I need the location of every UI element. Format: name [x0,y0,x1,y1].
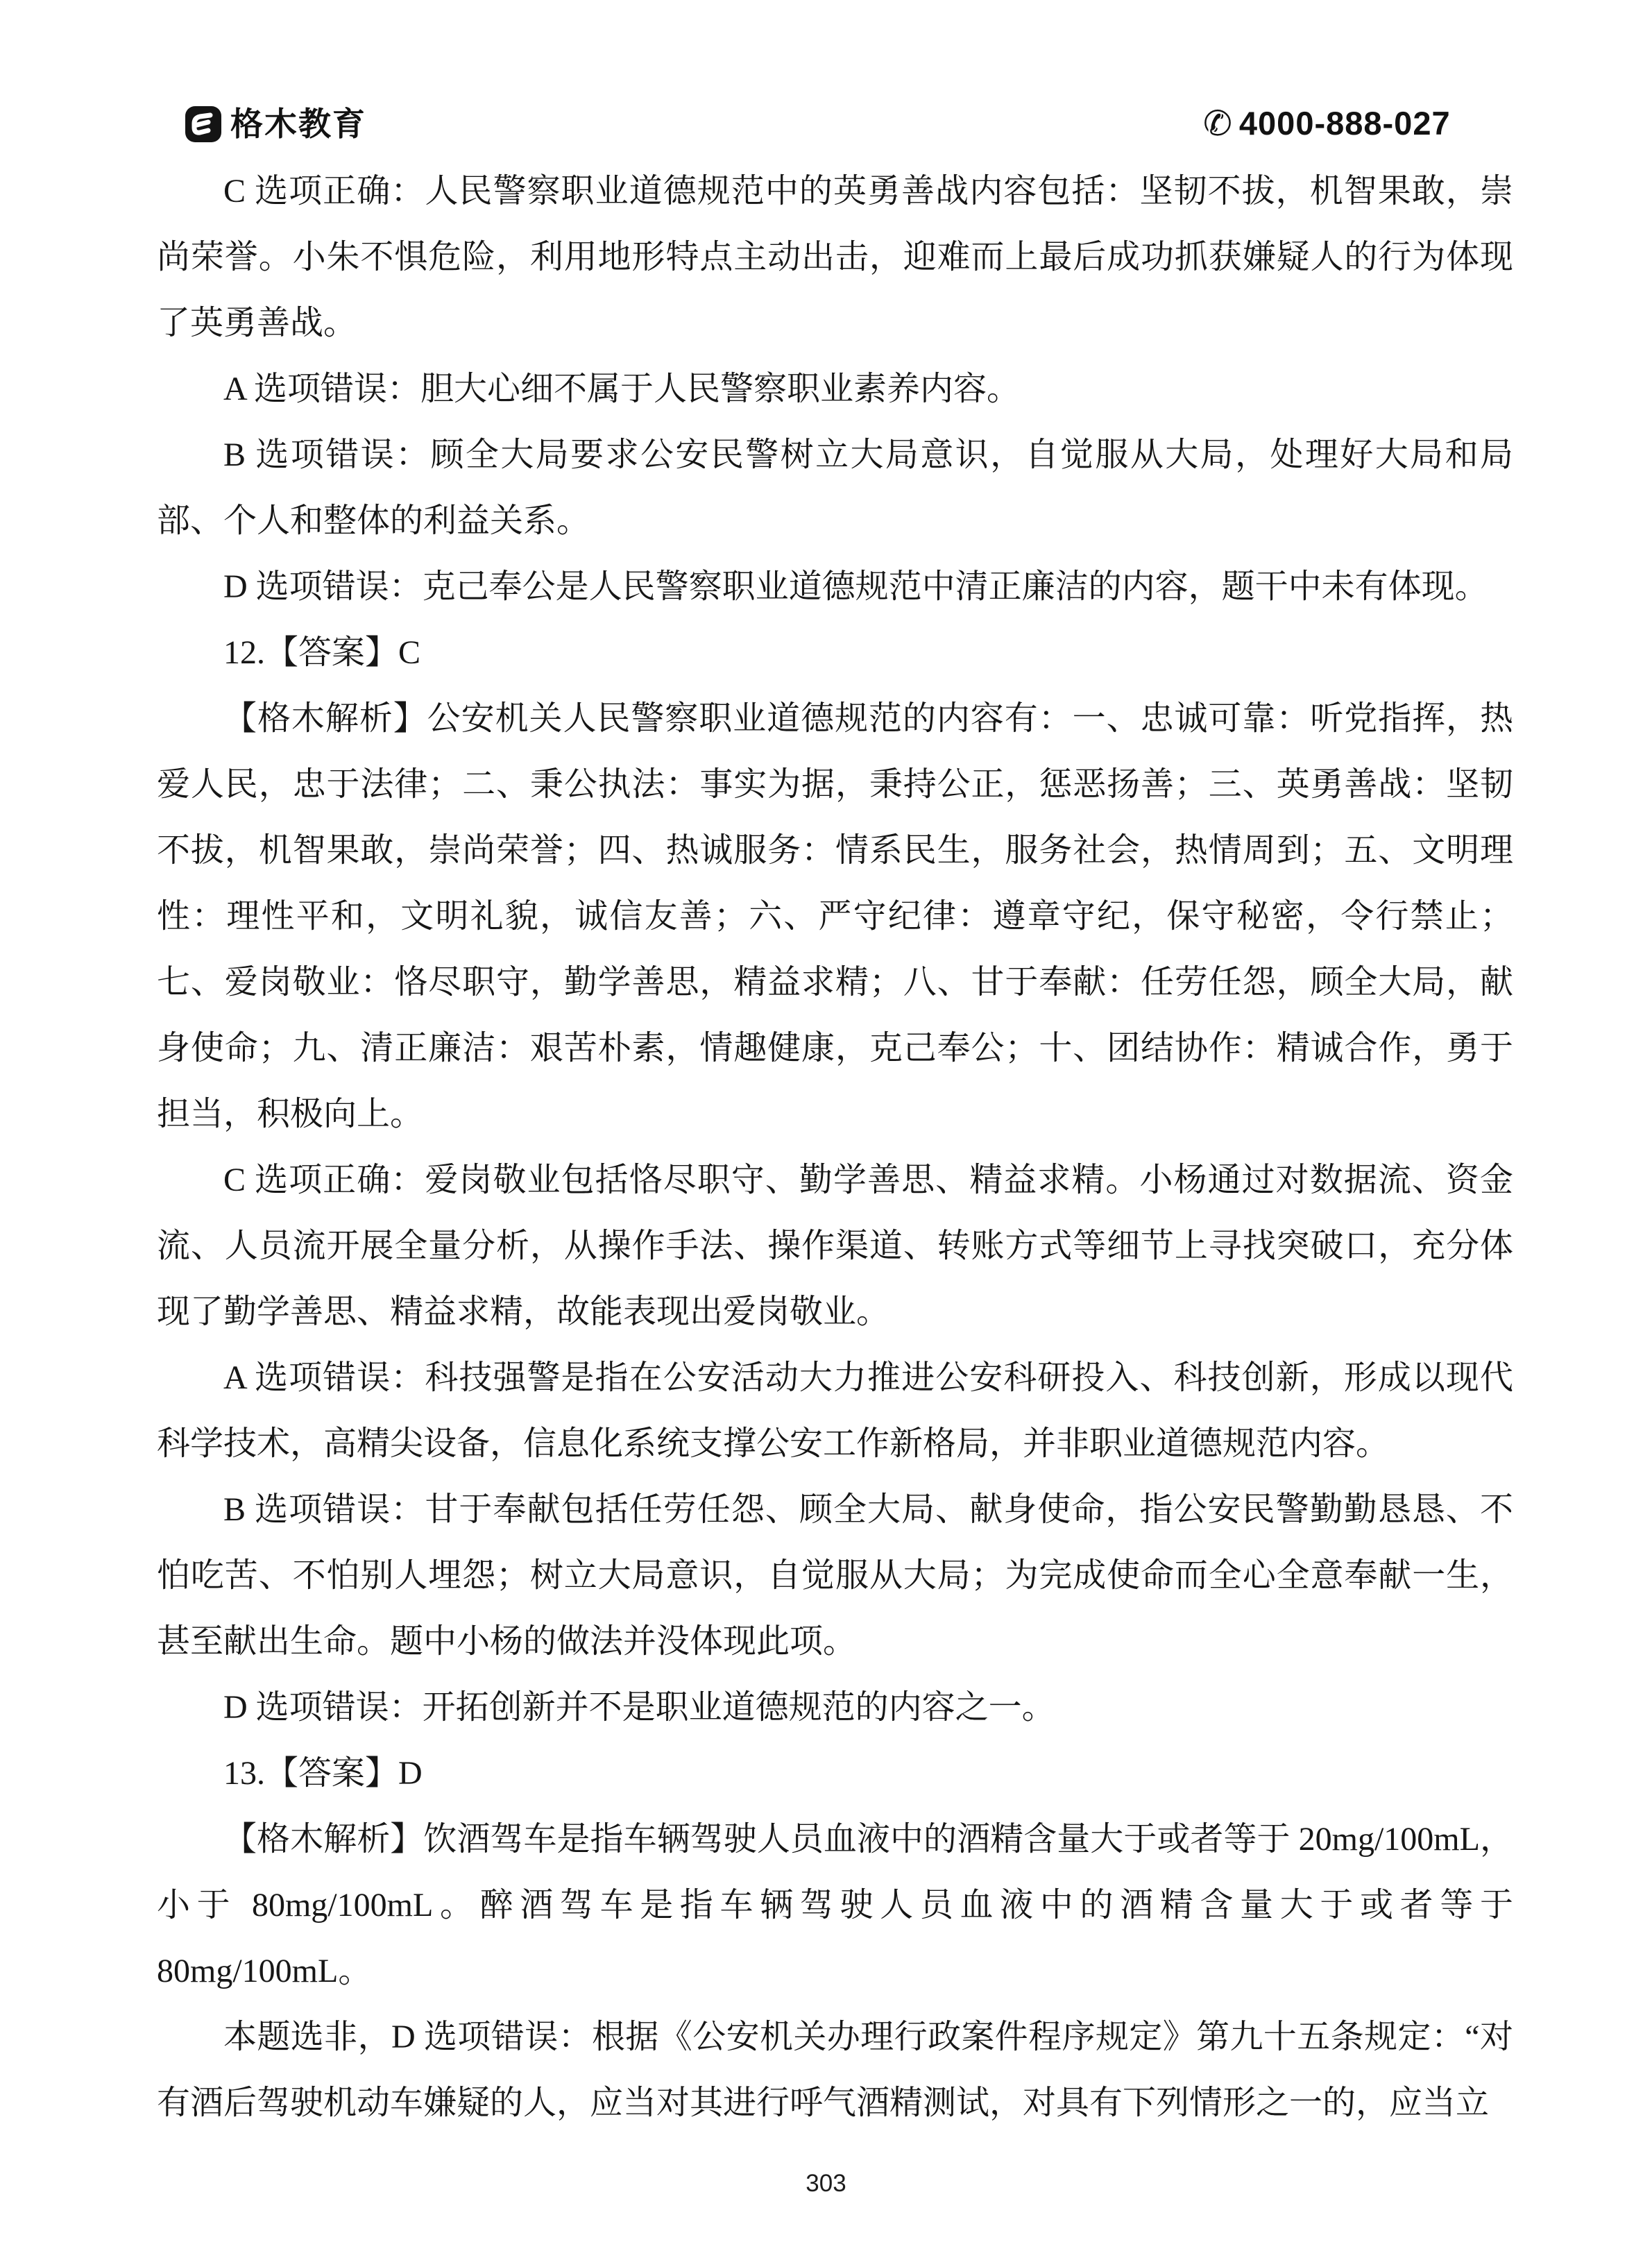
header-contact [1203,104,1451,143]
paragraph-q13-option-d: 本题选非，D 选项错误：根据《公安机关办理行政案件程序规定》第九十五条规定：“对有酒后驾驶机动车嫌疑的人，应当对其进行呼气酒精测试，对具有下列情形之一的，应当立 [157,2019,1513,2121]
gemu-logo-icon [185,105,222,143]
paragraph-q12-option-b: B 选项错误：甘于奉献包括任劳任怨、顾全大局、献身使命，指公安民警勤勤恳恳、不怕吃苦、不怕别人埋怨；树立大局意识，自觉服从大局；为完成使命而全心全意奉献一生，甚至献出生命。题中小杨的做法并没体现此项。 [157,1491,1513,1660]
paragraph-q11-option-a: A 选项错误：胆大心细不属于人民警察职业素养内容。 [223,371,1021,407]
brand-name: 格木教育 [230,105,366,142]
paragraph-q13-analysis: 【格木解析】饮酒驾车是指车辆驾驶人员血液中的酒精含量大于或者等于 20mg/100mL，小于 80mg/100mL。醉酒驾车是指车辆驾驶人员血液中的酒精含量大于或者等于 80mg/100mL。 [157,1821,1513,1989]
paragraph-q11-option-d: D 选项错误：克己奉公是人民警察职业道德规范中清正廉洁的内容，题干中未有体现。 [223,568,1488,605]
paragraph-q12-option-a: A 选项错误：科技强警是指在公安活动大力推进公安科研投入、科技创新，形成以现代科学技术，高精尖设备，信息化系统支撑公安工作新格局，并非职业道德规范内容。 [157,1359,1513,1462]
paragraph-q13-answer: 13.【答案】D [223,1755,423,1792]
page-header [0,0,1652,160]
page-footer [0,2169,1652,2198]
phone-number: 4000-888-027 [1238,105,1451,142]
phone-icon: ✆ [1203,103,1232,144]
paragraph-q12-option-c: C 选项正确：爱岗敬业包括恪尽职守、勤学善思、精益求精。小杨通过对数据流、资金流、人员流开展全量分析，从操作手法、操作渠道、转账方式等细节上寻找突破口，充分体现了勤学善思、精益求精，故能表现出爱岗敬业。 [157,1162,1513,1330]
answer-explanations [157,158,1513,2136]
paragraph-q12-answer: 12.【答案】C [223,634,421,671]
paragraph-q12-option-d: D 选项错误：开拓创新并不是职业道德规范的内容之一。 [223,1689,1055,1726]
paragraph-q11-option-b: B 选项错误：顾全大局要求公安民警树立大局意识，自觉服从大局，处理好大局和局部、个人和整体的利益关系。 [157,436,1513,539]
brand-logo [185,105,366,143]
paragraph-q12-analysis: 【格木解析】公安机关人民警察职业道德规范的内容有：一、忠诚可靠：听党指挥，热爱人民，忠于法律；二、秉公执法：事实为据，秉持公正，惩恶扬善；三、英勇善战：坚韧不拔，机智果敢，崇尚荣誉；四、热诚服务：情系民生，服务社会，热情周到；五、文明理性：理性平和，文明礼貌，诚信友善；六、严守纪律：遵章守纪，保守秘密，令行禁止；七、爱岗敬业：恪尽职守，勤学善思，精益求精；八、甘于奉献：任劳任怨，顾全大局，献身使命；九、清正廉洁：艰苦朴素，情趣健康，克己奉公；十、团结协作：精诚合作，勇于担当，积极向上。 [157,700,1513,1132]
paragraph-q11-option-c: C 选项正确：人民警察职业道德规范中的英勇善战内容包括：坚韧不拔，机智果敢，崇尚荣誉。小朱不惧危险，利用地形特点主动出击，迎难而上最后成功抓获嫌疑人的行为体现了英勇善战。 [157,173,1513,341]
page-number: 303 [806,2170,846,2197]
